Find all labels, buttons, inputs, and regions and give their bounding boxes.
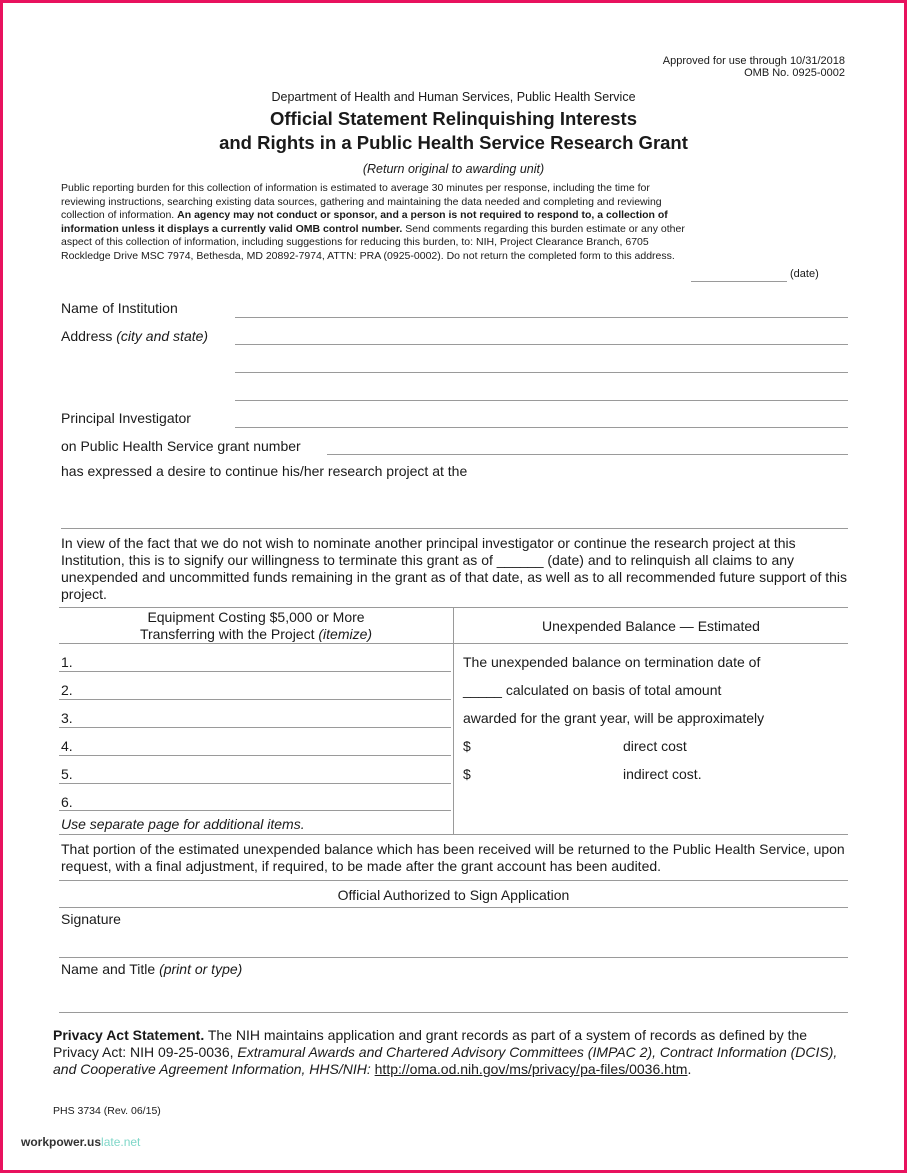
balance-text-2: _____ calculated on basis of total amount [463, 682, 722, 698]
balance-text-3: awarded for the grant year, will be approximately [463, 710, 765, 726]
privacy-link[interactable]: http://oma.od.nih.gov/ms/privacy/pa-files/0036.htm [374, 1061, 688, 1077]
item-number: 3. [61, 710, 73, 726]
burden-text-2: Send comments regarding this burden estimate or any other aspect of this collection of information, including suggestions for reducing this burden, to: NIH, Project Clearance Branch, 6705 Rockledge Drive MSC 7974, Bethesda, MD 20892-7974, ATTN: PRA (0925-0002). Do not return the completed form to this address. [61, 222, 685, 262]
approval-block [663, 55, 845, 79]
indirect-cost-label: indirect cost. [623, 766, 702, 782]
signature-label: Signature [61, 911, 121, 927]
department-name: Department of Health and Human Services, Public Health Service [271, 90, 636, 104]
grant-number-label: on Public Health Service grant number [61, 438, 301, 454]
address-field-3[interactable] [235, 400, 848, 401]
item-line-1[interactable] [59, 671, 451, 672]
form-subtitle: (Return original to awarding unit) [362, 162, 545, 176]
institution-field[interactable] [235, 317, 848, 318]
name-title-field[interactable] [59, 1012, 848, 1013]
omb-number: OMB No. 0925-0002 [744, 67, 845, 79]
institution-label: Name of Institution [61, 300, 178, 316]
item-line-4[interactable] [59, 755, 451, 756]
direct-dollar-sign: $ [463, 738, 471, 754]
official-heading-border [59, 907, 848, 908]
table-divider [453, 607, 454, 834]
privacy-heading: Privacy Act Statement. [53, 1027, 205, 1043]
grant-number-field[interactable] [327, 454, 848, 455]
official-heading: Official Authorized to Sign Application [337, 887, 570, 903]
signature-field[interactable] [59, 957, 848, 958]
date-field-line[interactable] [691, 281, 787, 282]
item-line-2[interactable] [59, 699, 451, 700]
pi-label: Principal Investigator [61, 410, 191, 426]
address-field-1[interactable] [235, 344, 848, 345]
address-label: Address (city and state) [61, 328, 209, 344]
table-header-border [59, 643, 848, 644]
project-location-field[interactable] [61, 528, 848, 529]
table-bottom-border [59, 834, 848, 835]
name-title-label: Name and Title (print or type) [61, 961, 243, 977]
privacy-statement: Privacy Act Statement. The NIH maintains application and grant records as part of a system of records as defined by the Privacy Act: NIH 09-25-0036, Extramural Awards and Chartered Advisory Committees (IMPAC 2), Contract Information (DCIS), and Cooperative Agreement Information, HHS/NIH: http://oma.od.nih.gov/ms/privacy/pa-files/0036.htm. [53, 1027, 838, 1077]
expressed-label: has expressed a desire to continue his/her research project at the [61, 463, 468, 479]
pi-field[interactable] [235, 427, 848, 428]
item-number: 5. [61, 766, 73, 782]
section-divider [59, 880, 848, 881]
item-line-5[interactable] [59, 783, 451, 784]
item-number: 2. [61, 682, 73, 698]
address-field-2[interactable] [235, 372, 848, 373]
balance-text-1: The unexpended balance on termination date of [463, 654, 761, 670]
item-number: 1. [61, 654, 73, 670]
equipment-header: Equipment Costing $5,000 or More Transferring with the Project (itemize) [139, 609, 373, 642]
termination-statement: In view of the fact that we do not wish to nominate another principal investigator or continue the research project at this Institution, this is to signify our willingness to terminate this grant as of ______ (date) and to relinquish all claims to any unexpended and uncommitted funds remaining in the grant as of that date, as well as to all recommended future support of this project. [61, 535, 848, 602]
burden-text-bold: An agency may not conduct or sponsor, and a person is not required to respond to, a collection of information unless it displays a currently valid OMB control number. [61, 209, 668, 235]
watermark: workpower.uslate.net [21, 1135, 141, 1149]
balance-header: Unexpended Balance — Estimated [542, 618, 760, 634]
item-line-3[interactable] [59, 727, 451, 728]
burden-text-1: Public reporting burden for this collection of information is estimated to average 30 minutes per response, including the time for reviewing instructions, searching existing data sources, gathering and maintaining the data needed and completing and reviewing collection of information. [61, 182, 662, 221]
item-line-6[interactable] [59, 810, 451, 811]
form-title-line1: Official Statement Relinquishing Interests [270, 108, 637, 129]
approval-date: Approved for use through 10/31/2018 [662, 55, 845, 67]
item-number: 6. [61, 794, 73, 810]
item-number: 4. [61, 738, 73, 754]
additional-items-note: Use separate page for additional items. [61, 816, 305, 832]
date-label: (date) [790, 268, 819, 280]
burden-statement [61, 182, 691, 263]
form-number: PHS 3734 (Rev. 06/15) [53, 1105, 161, 1117]
return-statement: That portion of the estimated unexpended balance which has been received will be returned to the Public Health Service, upon request, with a final adjustment, if required, to be made after the grant account has been audited. [61, 841, 845, 874]
form-title-line2: and Rights in a Public Health Service Research Grant [219, 132, 688, 153]
indirect-dollar-sign: $ [463, 766, 471, 782]
direct-cost-label: direct cost [623, 738, 687, 754]
